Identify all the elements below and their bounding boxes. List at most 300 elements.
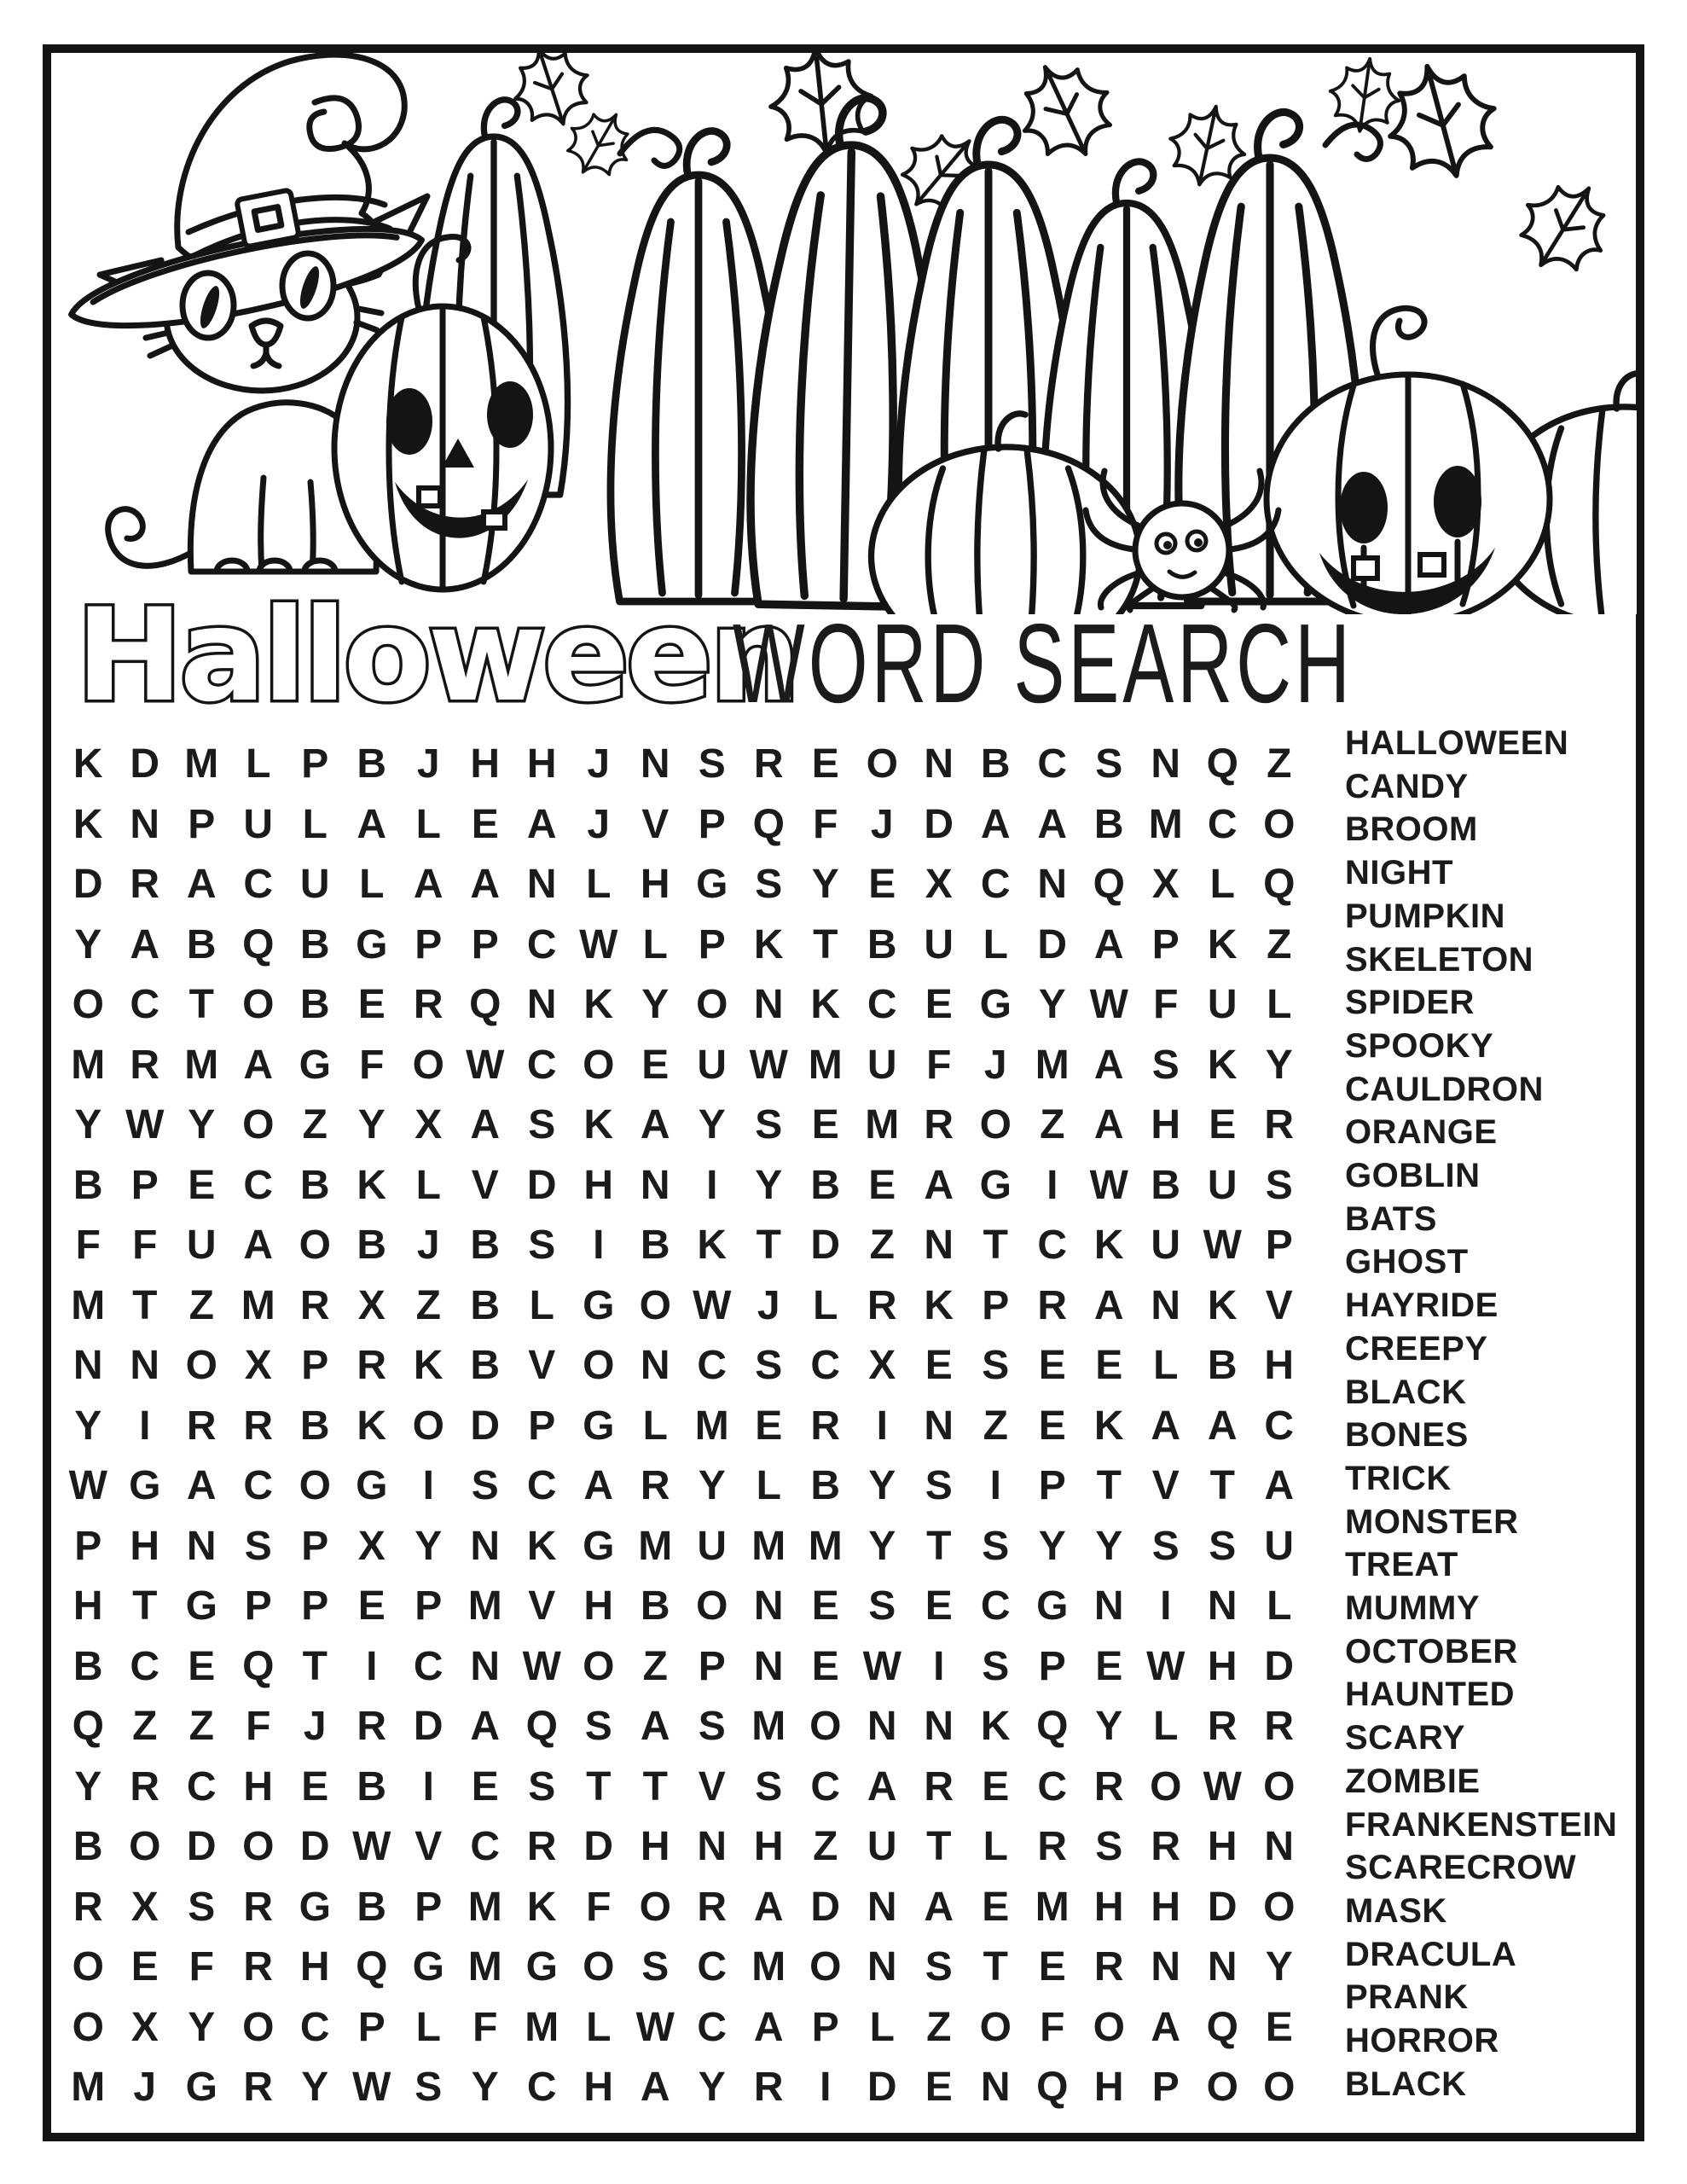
grid-cell: R: [1037, 1282, 1068, 1328]
grid-cell: C: [130, 1643, 160, 1689]
grid-cell: A: [1264, 1463, 1295, 1508]
grid-cell: P: [698, 1643, 726, 1689]
word-list-item: SPIDER: [1345, 984, 1475, 1022]
grid-cell: C: [413, 1643, 443, 1689]
grid-row: [60, 735, 1307, 795]
grid-cell: E: [925, 2065, 953, 2110]
grid-cell: S: [1095, 1824, 1123, 1869]
grid-cell: H: [470, 741, 501, 787]
grid-cell: S: [528, 1102, 556, 1147]
grid-cell: S: [755, 1763, 783, 1809]
grid-row: [60, 855, 1307, 915]
grid-cell: L: [1267, 982, 1292, 1027]
grid-cell: O: [583, 1042, 615, 1088]
grid-cell: N: [924, 741, 954, 787]
grid-cell: P: [74, 1523, 102, 1569]
grid-cell: P: [301, 1343, 329, 1388]
grid-cell: A: [470, 1102, 501, 1147]
grid-cell: E: [1095, 1343, 1123, 1388]
grid-cell: C: [526, 921, 557, 967]
grid-cell: S: [925, 1463, 953, 1508]
grid-cell: C: [470, 1824, 501, 1869]
grid-cell: B: [810, 1463, 841, 1508]
grid-cell: D: [1037, 921, 1068, 967]
grid-row: [60, 1637, 1307, 1698]
grid-cell: K: [72, 801, 103, 847]
grid-cell: Y: [868, 1523, 896, 1569]
grid-cell: J: [303, 1704, 327, 1749]
grid-cell: R: [867, 1282, 897, 1328]
grid-row: [60, 1878, 1307, 1938]
grid-cell: L: [415, 801, 441, 847]
grid-cell: H: [583, 2065, 614, 2110]
grid-cell: D: [72, 862, 103, 907]
grid-cell: C: [1037, 1763, 1068, 1809]
grid-cell: A: [583, 1463, 614, 1508]
grid-cell: X: [130, 2004, 159, 2050]
grid-row: [60, 1577, 1307, 1637]
grid-cell: E: [811, 1643, 839, 1689]
grid-cell: J: [416, 1223, 440, 1268]
grid-cell: L: [813, 1282, 838, 1328]
grid-cell: I: [422, 1463, 434, 1508]
grid-cell: M: [241, 1282, 275, 1328]
grid-cell: L: [642, 921, 668, 967]
grid-cell: S: [868, 1583, 896, 1629]
grid-cell: T: [983, 1944, 1008, 1989]
grid-cell: A: [243, 1223, 274, 1268]
word-list-item: HAYRIDE: [1345, 1287, 1499, 1325]
grid-cell: M: [467, 1583, 502, 1629]
grid-cell: S: [1151, 1042, 1180, 1088]
grid-cell: L: [1209, 862, 1235, 907]
grid-cell: U: [697, 1042, 728, 1088]
grid-cell: K: [1207, 1042, 1238, 1088]
word-list-item: TREAT: [1345, 1546, 1458, 1584]
grid-cell: M: [694, 1403, 729, 1449]
word-list-item: GOBLIN: [1345, 1157, 1481, 1195]
grid-cell: S: [415, 2065, 443, 2110]
grid-cell: R: [1037, 1824, 1068, 1869]
grid-cell: W: [352, 2065, 391, 2110]
grid-cell: D: [810, 1884, 841, 1930]
grid-cell: O: [1150, 1763, 1182, 1809]
grid-cell: Y: [1265, 1944, 1293, 1989]
grid-cell: I: [876, 1403, 888, 1449]
grid-cell: E: [868, 1162, 896, 1208]
grid-cell: B: [640, 1223, 670, 1268]
grid-cell: C: [1264, 1403, 1295, 1449]
grid-cell: Z: [188, 1282, 214, 1328]
grid-cell: L: [983, 921, 1008, 967]
grid-cell: S: [584, 1704, 612, 1749]
grid-cell: N: [526, 982, 557, 1027]
grid-cell: D: [1264, 1643, 1295, 1689]
grid-cell: S: [755, 1102, 783, 1147]
grid-cell: B: [357, 1223, 387, 1268]
grid-cell: N: [924, 1403, 954, 1449]
grid-cell: N: [640, 1162, 670, 1208]
grid-cell: O: [1206, 2065, 1238, 2110]
grid-cell: C: [810, 1763, 841, 1809]
grid-cell: Y: [74, 1763, 102, 1809]
grid-cell: R: [640, 1463, 670, 1508]
grid-cell: M: [751, 1944, 786, 1989]
grid-cell: Q: [1093, 862, 1125, 907]
grid-cell: A: [1207, 1403, 1238, 1449]
grid-cell: Q: [1036, 2065, 1069, 2110]
grid-cell: M: [808, 1523, 843, 1569]
grid-cell: L: [415, 1162, 441, 1208]
grid-cell: Y: [755, 1162, 783, 1208]
grid-cell: X: [130, 1884, 159, 1930]
grid-row: [60, 1937, 1307, 1998]
grid-cell: W: [749, 1042, 788, 1088]
grid-cell: N: [470, 1523, 501, 1569]
grid-cell: D: [130, 741, 160, 787]
grid-cell: A: [980, 801, 1011, 847]
grid-cell: P: [1265, 1223, 1293, 1268]
grid-cell: T: [132, 1583, 158, 1629]
grid-cell: G: [185, 2065, 217, 2110]
word-list-item: ORANGE: [1345, 1113, 1498, 1152]
grid-cell: B: [299, 921, 330, 967]
word-list-item: CAULDRON: [1345, 1070, 1544, 1108]
grid-cell: M: [467, 1944, 502, 1989]
grid-cell: Z: [642, 1643, 668, 1689]
grid-row: [60, 1697, 1307, 1757]
grid-cell: P: [698, 801, 726, 847]
grid-cell: R: [753, 2065, 784, 2110]
grid-cell: L: [756, 1463, 781, 1508]
word-list-item: BONES: [1345, 1416, 1469, 1455]
word-list-item: CANDY: [1345, 767, 1469, 805]
grid-cell: X: [357, 1282, 386, 1328]
grid-cell: L: [983, 1824, 1008, 1869]
grid-cell: C: [243, 1463, 274, 1508]
grid-cell: X: [244, 1343, 272, 1388]
grid-cell: H: [72, 1583, 103, 1629]
grid-cell: E: [811, 741, 839, 787]
grid-cell: C: [697, 1944, 728, 1989]
grid-cell: Q: [356, 1944, 388, 1989]
grid-row: [60, 975, 1307, 1036]
grid-cell: S: [925, 1944, 953, 1989]
grid-cell: P: [1151, 921, 1180, 967]
grid-cell: A: [640, 2065, 670, 2110]
grid-cell: K: [583, 1102, 614, 1147]
grid-cell: W: [125, 1102, 165, 1147]
grid-cell: Z: [302, 1102, 328, 1147]
grid-cell: K: [810, 982, 841, 1027]
grid-cell: T: [1209, 1463, 1235, 1508]
grid-cell: S: [755, 862, 783, 907]
grid-cell: L: [246, 741, 271, 787]
grid-cell: G: [299, 1884, 331, 1930]
grid-cell: I: [366, 1643, 378, 1689]
grid-cell: O: [639, 1282, 671, 1328]
grid-cell: Y: [188, 1102, 216, 1147]
grid-cell: D: [867, 2065, 897, 2110]
grid-cell: J: [587, 801, 611, 847]
grid-cell: A: [640, 1704, 670, 1749]
grid-cell: H: [1264, 1343, 1295, 1388]
grid-cell: V: [1265, 1282, 1293, 1328]
grid-cell: U: [1207, 1162, 1238, 1208]
grid-cell: N: [1207, 1583, 1238, 1629]
grid-cell: H: [1207, 1643, 1238, 1689]
grid-cell: R: [243, 1944, 274, 1989]
title-script-word: Halloween: [76, 593, 797, 729]
word-list-item: DRACULA: [1345, 1935, 1517, 1973]
word-list-item: BLACK: [1345, 2065, 1467, 2103]
grid-cell: P: [528, 1403, 556, 1449]
grid-cell: X: [868, 1343, 896, 1388]
grid-cell: T: [926, 1523, 952, 1569]
word-list-item: SCARY: [1345, 1719, 1466, 1757]
grid-cell: E: [188, 1162, 216, 1208]
grid-cell: N: [1151, 741, 1181, 787]
grid-cell: Y: [1095, 1523, 1123, 1569]
grid-cell: I: [593, 1223, 605, 1268]
grid-cell: Y: [1265, 1042, 1293, 1088]
grid-cell: R: [357, 1343, 387, 1388]
grid-cell: A: [640, 1102, 670, 1147]
grid-cell: R: [357, 1704, 387, 1749]
grid-cell: J: [133, 2065, 157, 2110]
grid-cell: T: [926, 1824, 952, 1869]
grid-cell: U: [867, 1824, 897, 1869]
grid-cell: N: [130, 801, 160, 847]
grid-cell: O: [185, 1343, 217, 1388]
grid-cell: R: [924, 1102, 954, 1147]
grid-cell: W: [68, 1463, 107, 1508]
grid-cell: I: [989, 1463, 1001, 1508]
grid-cell: C: [1037, 741, 1068, 787]
grid-row: [60, 1757, 1307, 1818]
grid-cell: G: [583, 1403, 615, 1449]
grid-cell: Q: [1263, 862, 1296, 907]
grid-cell: P: [698, 921, 726, 967]
grid-cell: P: [301, 1523, 329, 1569]
grid-cell: N: [640, 741, 670, 787]
grid-cell: G: [299, 1042, 331, 1088]
grid-cell: K: [357, 1403, 387, 1449]
grid-cell: Z: [1267, 921, 1292, 967]
grid-cell: E: [811, 1102, 839, 1147]
grid-cell: L: [415, 2004, 441, 2050]
grid-cell: Z: [132, 1704, 158, 1749]
grid-cell: H: [299, 1944, 330, 1989]
grid-cell: P: [244, 1583, 272, 1629]
grid-row: [60, 1336, 1307, 1397]
grid-cell: Z: [813, 1824, 838, 1869]
grid-cell: R: [1093, 1944, 1124, 1989]
grid-cell: O: [412, 1403, 444, 1449]
grid-cell: P: [1151, 2065, 1180, 2110]
grid-cell: Y: [357, 1102, 386, 1147]
grid-row: [60, 795, 1307, 856]
grid-cell: V: [698, 1763, 726, 1809]
grid-cell: R: [413, 982, 443, 1027]
grid-cell: X: [925, 862, 953, 907]
grid-cell: K: [357, 1162, 387, 1208]
grid-cell: T: [132, 1282, 158, 1328]
grid-cell: B: [72, 1824, 103, 1869]
grid-cell: A: [357, 801, 387, 847]
title-plain-words: WORD SEARCH: [733, 600, 1354, 727]
grid-cell: E: [1038, 1403, 1066, 1449]
grid-cell: F: [1153, 982, 1179, 1027]
word-list-item: SPOOKY: [1345, 1026, 1494, 1065]
grid-cell: Q: [242, 921, 275, 967]
grid-cell: A: [753, 2004, 784, 2050]
grid-cell: R: [72, 1884, 103, 1930]
grid-cell: U: [924, 921, 954, 967]
grid-cell: Z: [926, 2004, 952, 2050]
grid-cell: H: [583, 1583, 614, 1629]
grid-cell: G: [525, 1944, 558, 1989]
grid-cell: S: [698, 1704, 726, 1749]
grid-cell: I: [706, 1162, 718, 1208]
grid-cell: U: [186, 1223, 217, 1268]
grid-cell: F: [926, 1042, 952, 1088]
grid-cell: T: [642, 1763, 668, 1809]
grid-cell: P: [471, 921, 499, 967]
grid-cell: M: [184, 741, 219, 787]
grid-cell: N: [867, 1944, 897, 1989]
grid-cell: U: [1151, 1223, 1181, 1268]
grid-cell: E: [868, 862, 896, 907]
grid-cell: K: [697, 1223, 728, 1268]
grid-cell: O: [583, 1343, 615, 1388]
grid-cell: G: [979, 982, 1012, 1027]
grid-cell: B: [299, 1162, 330, 1208]
grid-cell: A: [924, 1884, 954, 1930]
grid-cell: W: [1203, 1763, 1242, 1809]
grid-cell: O: [72, 2004, 104, 2050]
grid-cell: X: [415, 1102, 443, 1147]
grid-cell: D: [1207, 1884, 1238, 1930]
grid-cell: R: [243, 1403, 274, 1449]
grid-cell: W: [352, 1824, 391, 1869]
grid-cell: R: [1264, 1704, 1295, 1749]
grid-cell: T: [586, 1763, 612, 1809]
grid-cell: E: [1265, 2004, 1293, 2050]
grid-cell: E: [471, 1763, 499, 1809]
grid-cell: L: [1153, 1704, 1179, 1749]
grid-cell: K: [980, 1704, 1011, 1749]
grid-cell: A: [924, 1162, 954, 1208]
grid-cell: D: [583, 1824, 614, 1869]
grid-cell: O: [1263, 801, 1296, 847]
grid-cell: H: [1207, 1824, 1238, 1869]
grid-cell: S: [641, 1944, 670, 1989]
grid-cell: N: [867, 1884, 897, 1930]
grid-cell: I: [1046, 1162, 1058, 1208]
grid-cell: B: [640, 1583, 670, 1629]
grid-cell: P: [130, 1162, 159, 1208]
grid-cell: C: [130, 982, 160, 1027]
grid-cell: N: [1151, 1944, 1181, 1989]
grid-cell: A: [753, 1884, 784, 1930]
grid-cell: Q: [752, 801, 785, 847]
grid-cell: Z: [983, 1403, 1008, 1449]
grid-cell: O: [1263, 1763, 1296, 1809]
grid-cell: E: [471, 801, 499, 847]
grid-cell: N: [924, 1223, 954, 1268]
grid-cell: P: [415, 1583, 443, 1629]
grid-cell: C: [526, 2065, 557, 2110]
grid-cell: G: [185, 1583, 217, 1629]
grid-cell: U: [299, 862, 330, 907]
grid-cell: Y: [1095, 1704, 1123, 1749]
grid-cell: O: [412, 1042, 444, 1088]
grid-cell: O: [299, 1463, 331, 1508]
grid-cell: B: [186, 921, 217, 967]
grid-cell: W: [522, 1643, 561, 1689]
grid-cell: G: [412, 1944, 444, 1989]
word-list-item: SCARECROW: [1345, 1849, 1577, 1887]
grid-cell: C: [243, 1162, 274, 1208]
grid-cell: C: [980, 862, 1011, 907]
grid-cell: O: [696, 982, 728, 1027]
word-list-item: MASK: [1345, 1891, 1447, 1930]
grid-row: [60, 1817, 1307, 1878]
grid-cell: S: [1151, 1523, 1180, 1569]
grid-cell: R: [753, 741, 784, 787]
grid-cell: H: [1151, 1102, 1181, 1147]
grid-cell: O: [242, 1824, 275, 1869]
grid-cell: Z: [869, 1223, 895, 1268]
grid-cell: O: [242, 1102, 275, 1147]
grid-cell: D: [470, 1403, 501, 1449]
grid-cell: D: [299, 1824, 330, 1869]
word-list-item: HALLOWEEN: [1345, 724, 1569, 762]
grid-cell: O: [299, 1223, 331, 1268]
grid-cell: R: [130, 862, 160, 907]
grid-cell: H: [640, 862, 670, 907]
grid-cell: T: [1096, 1463, 1122, 1508]
grid-cell: E: [130, 1944, 159, 1989]
grid-cell: W: [693, 1282, 732, 1328]
grid-cell: B: [357, 1884, 387, 1930]
grid-cell: I: [422, 1763, 434, 1809]
grid-cell: D: [526, 1162, 557, 1208]
grid-cell: N: [867, 1704, 897, 1749]
grid-cell: J: [416, 741, 440, 787]
grid-cell: J: [870, 801, 894, 847]
grid-cell: E: [925, 982, 953, 1027]
grid-cell: O: [696, 1583, 728, 1629]
grid-cell: V: [528, 1343, 556, 1388]
grid-cell: R: [243, 1884, 274, 1930]
grid-cell: Z: [415, 1282, 441, 1328]
grid-cell: L: [302, 801, 328, 847]
grid-cell: U: [867, 1042, 897, 1088]
grid-cell: E: [188, 1643, 216, 1689]
grid-cell: P: [1038, 1463, 1066, 1508]
grid-cell: W: [466, 1042, 505, 1088]
grid-cell: E: [301, 1763, 329, 1809]
grid-cell: A: [1093, 921, 1124, 967]
grid-cell: M: [71, 1282, 106, 1328]
grid-cell: N: [130, 1343, 160, 1388]
word-list-item: FRANKENSTEIN: [1345, 1805, 1618, 1844]
grid-cell: L: [1267, 1583, 1292, 1629]
grid-cell: E: [1095, 1643, 1123, 1689]
grid-cell: R: [697, 1884, 728, 1930]
